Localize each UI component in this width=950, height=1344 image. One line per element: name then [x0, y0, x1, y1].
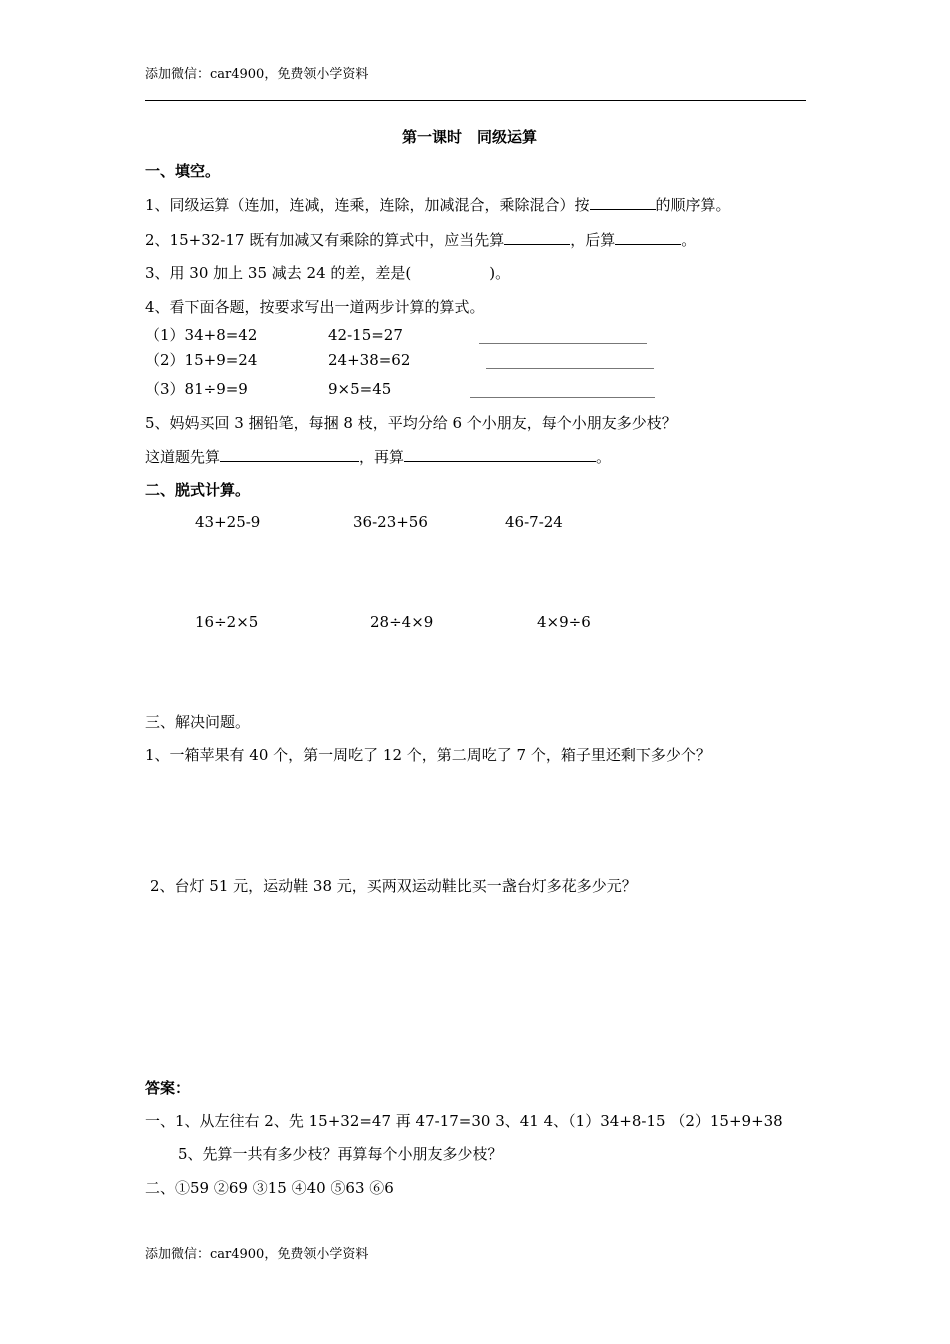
q2-middle: ，后算	[570, 231, 616, 249]
calc-5: 28÷4×9	[370, 613, 434, 631]
q5-blank-2[interactable]	[404, 447, 596, 462]
calc-1: 43+25-9	[195, 513, 261, 531]
section3-heading: 三、解决问题。	[145, 713, 251, 731]
header-rule	[145, 100, 806, 101]
q4-row-2-answer-line[interactable]	[486, 368, 654, 369]
q1-prefix: 1、同级运算（连加，连减，连乘，连除，加减混合，乘除混合）按	[145, 196, 590, 214]
problem-2: 2、台灯 51 元，运动鞋 38 元，买两双运动鞋比买一盏台灯多花多少元？	[150, 877, 637, 895]
question-4: 4、看下面各题，按要求写出一道两步计算的算式。	[145, 298, 485, 316]
q5-middle: ，再算	[359, 448, 405, 466]
q4-row-3-eq: 9×5=45	[328, 380, 392, 398]
q5-blank-1[interactable]	[220, 447, 359, 462]
q3-suffix: )。	[489, 264, 511, 282]
q4-row-1-answer-line[interactable]	[479, 343, 647, 344]
question-3	[145, 264, 510, 282]
q2-suffix: 。	[681, 231, 697, 249]
question-5: 5、妈妈买回 3 捆铅笔，每捆 8 枝，平均分给 6 个小朋友，每个小朋友多少枝？	[145, 414, 677, 432]
q4-row-1-eq: 42-15=27	[328, 326, 403, 344]
header-text: 添加微信：car4900，免费领小学资料	[145, 67, 369, 82]
page-title: 第一课时 同级运算	[402, 128, 538, 146]
footer-text: 添加微信：car4900，免费领小学资料	[145, 1247, 369, 1262]
question-2	[145, 230, 696, 249]
q4-row-1-label: （1）34+8=42	[145, 326, 258, 344]
answers-line-3: 二、①59 ②69 ③15 ④40 ⑤63 ⑥6	[145, 1179, 394, 1197]
question-5-fill	[145, 447, 611, 466]
section1-heading: 一、填空。	[145, 162, 221, 180]
q4-row-2-eq: 24+38=62	[328, 351, 411, 369]
calc-4: 16÷2×5	[195, 613, 259, 631]
section2-heading: 二、脱式计算。	[145, 481, 251, 499]
answers-line-2: 5、先算一共有多少枝？再算每个小朋友多少枝？	[178, 1145, 503, 1163]
question-1	[145, 195, 731, 214]
calc-2: 36-23+56	[353, 513, 428, 531]
q2-prefix: 2、15+32-17 既有加减又有乘除的算式中，应当先算	[145, 231, 505, 249]
q1-suffix: 的顺序算。	[655, 196, 731, 214]
q2-blank-2[interactable]	[615, 230, 681, 245]
q1-blank[interactable]	[590, 195, 656, 210]
problem-1: 1、一箱苹果有 40 个，第一周吃了 12 个，第二周吃了 7 个，箱子里还剩下多少个？	[145, 746, 711, 764]
q4-row-2-label: （2）15+9=24	[145, 351, 258, 369]
calc-6: 4×9÷6	[537, 613, 591, 631]
q2-blank-1[interactable]	[504, 230, 570, 245]
q3-prefix: 3、用 30 加上 35 减去 24 的差，差是(	[145, 264, 412, 282]
answers-line-1: 一、1、从左往右 2、先 15+32=47 再 47-17=30 3、41 4、（1）34+8-15 （2）15+9+38	[145, 1112, 783, 1130]
q4-row-3-answer-line[interactable]	[470, 397, 655, 398]
calc-3: 46-7-24	[505, 513, 563, 531]
answers-heading: 答案：	[145, 1079, 191, 1097]
q5-suffix: 。	[596, 448, 612, 466]
q4-row-3-label: （3）81÷9=9	[145, 380, 248, 398]
q5-prefix: 这道题先算	[145, 448, 221, 466]
